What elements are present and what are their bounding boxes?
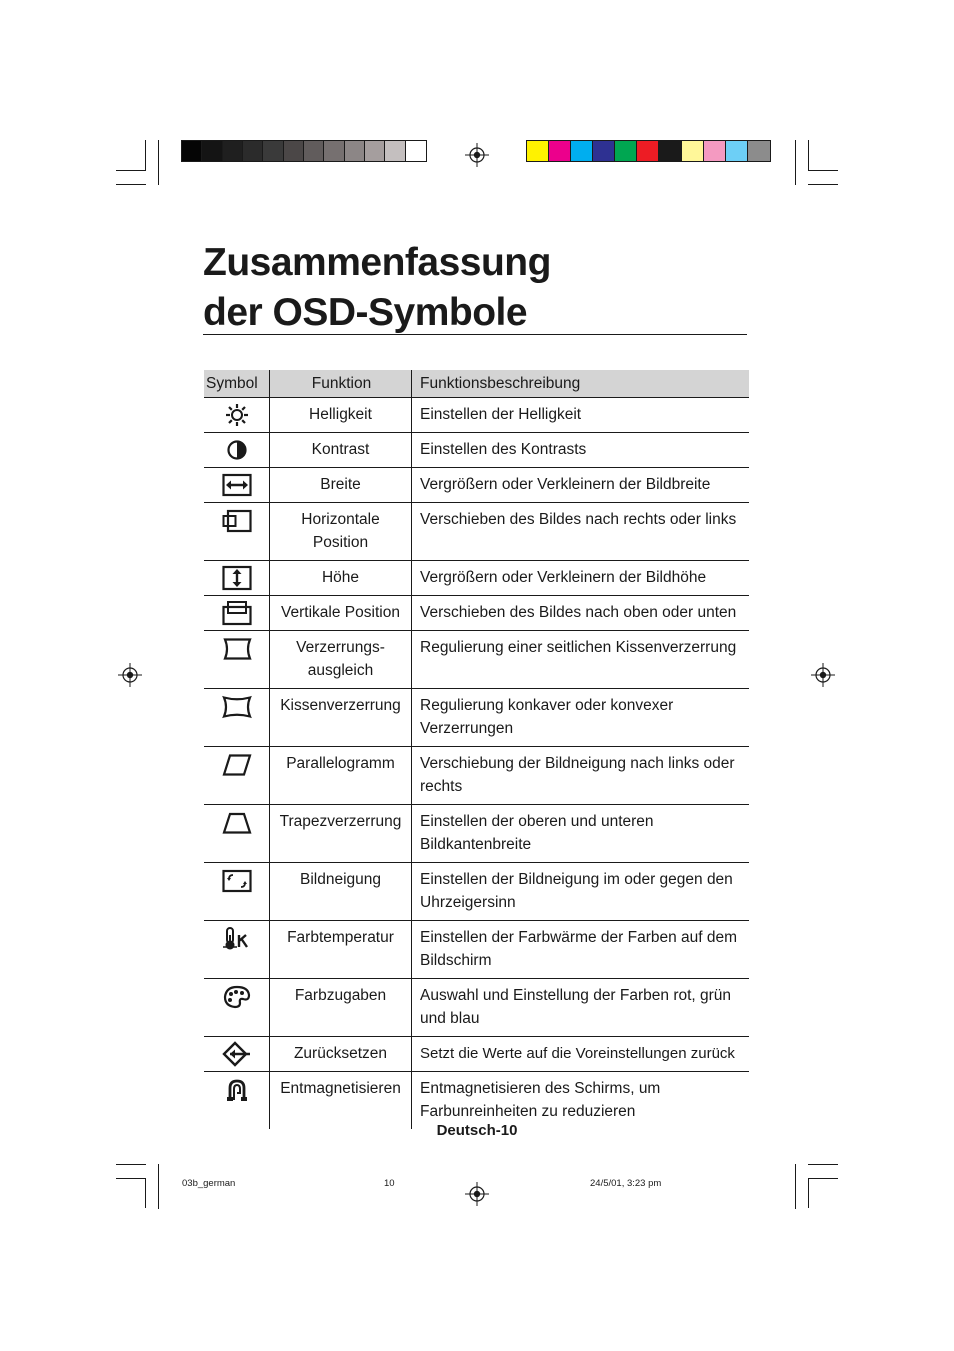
function-cell: Bildneigung: [270, 863, 412, 921]
color-swatch: [549, 141, 571, 161]
color-swatch: [659, 141, 681, 161]
description-cell: Verschieben des Bildes nach rechts oder links: [412, 503, 750, 561]
symbol-cell: [204, 596, 270, 631]
color-swatch: [593, 141, 615, 161]
color-swatch: [637, 141, 659, 161]
description-cell: Einstellen der Helligkeit: [412, 398, 750, 433]
crop-mark: [158, 140, 159, 185]
function-cell: Höhe: [270, 561, 412, 596]
table-row: [204, 689, 749, 747]
symbol-cell: [204, 1072, 270, 1130]
column-header-symbol: Symbol: [204, 370, 270, 398]
table-row: [204, 398, 749, 433]
crop-mark: [145, 140, 146, 170]
description-cell: Verschiebung der Bildneigung nach links oder rechts: [412, 747, 750, 805]
color-swatch: [202, 141, 222, 161]
crop-mark: [795, 1164, 796, 1209]
crop-mark: [116, 1164, 146, 1165]
description-cell: Vergrößern oder Verkleinern der Bildbreite: [412, 468, 750, 503]
function-cell: Zurücksetzen: [270, 1037, 412, 1072]
symbol-cell: [204, 747, 270, 805]
table-row: [204, 631, 749, 689]
function-cell: Helligkeit: [270, 398, 412, 433]
horizontal-position-icon: [222, 509, 252, 533]
symbol-cell: [204, 631, 270, 689]
symbol-cell: [204, 468, 270, 503]
crop-mark: [116, 184, 146, 185]
table-row: [204, 468, 749, 503]
color-swatch: [284, 141, 304, 161]
description-cell: Einstellen der Bildneigung im oder gegen den Uhrzeigersinn: [412, 863, 750, 921]
registration-mark-icon: [465, 143, 489, 167]
table-row: [204, 1072, 749, 1130]
table-row: [204, 503, 749, 561]
column-header-function: Funktion: [270, 370, 412, 398]
crop-mark: [808, 1178, 809, 1208]
contrast-icon: [226, 439, 248, 461]
symbol-cell: [204, 805, 270, 863]
side-pincushion-icon: [222, 637, 252, 661]
function-cell: Kontrast: [270, 433, 412, 468]
crop-mark: [808, 1178, 838, 1179]
color-swatch: [385, 141, 405, 161]
color-swatch: [527, 141, 549, 161]
function-cell: Vertikale Position: [270, 596, 412, 631]
color-swatch: [324, 141, 344, 161]
color-swatch: [748, 141, 770, 161]
description-cell: Einstellen der oberen und unteren Bildkantenbreite: [412, 805, 750, 863]
table-row: [204, 561, 749, 596]
symbol-cell: [204, 979, 270, 1037]
degauss-icon: [225, 1078, 249, 1102]
registration-mark-icon: [118, 663, 142, 687]
function-cell: Farbtemperatur: [270, 921, 412, 979]
table-row: [204, 433, 749, 468]
color-calibration-bar: [526, 140, 771, 162]
symbol-cell: [204, 863, 270, 921]
color-swatch: [243, 141, 263, 161]
table-row: [204, 1037, 749, 1072]
description-cell: Setzt die Werte auf die Voreinstellungen zurück: [412, 1037, 750, 1072]
crop-mark: [116, 1178, 146, 1179]
table-row: [204, 921, 749, 979]
column-header-description: Funktionsbeschreibung: [412, 370, 750, 398]
function-cell: Verzerrungs-ausgleich: [270, 631, 412, 689]
color-swatch: [571, 141, 593, 161]
description-cell: Vergrößern oder Verkleinern der Bildhöhe: [412, 561, 750, 596]
description-cell: Einstellen des Kontrasts: [412, 433, 750, 468]
page-title-line: Zusammenfassung: [203, 241, 551, 284]
parallelogram-icon: [222, 753, 252, 777]
color-temperature-icon: [222, 927, 252, 951]
table-row: [204, 747, 749, 805]
crop-mark: [116, 170, 146, 171]
function-cell: Breite: [270, 468, 412, 503]
color-swatch: [406, 141, 426, 161]
function-cell: Parallelogramm: [270, 747, 412, 805]
color-swatch: [345, 141, 365, 161]
crop-mark: [808, 170, 838, 171]
crop-mark: [808, 140, 809, 170]
slug-file: 03b_german: [182, 1178, 236, 1189]
table-row: [204, 863, 749, 921]
height-icon: [222, 565, 252, 591]
crop-mark: [145, 1178, 146, 1208]
color-swatch: [223, 141, 243, 161]
color-palette-icon: [223, 985, 251, 1009]
table-row: [204, 979, 749, 1037]
symbol-cell: [204, 921, 270, 979]
color-swatch: [682, 141, 704, 161]
description-cell: Verschieben des Bildes nach oben oder unten: [412, 596, 750, 631]
crop-mark: [808, 1164, 838, 1165]
function-cell: Farbzugaben: [270, 979, 412, 1037]
symbol-cell: [204, 689, 270, 747]
symbol-cell: [204, 503, 270, 561]
table-row: [204, 596, 749, 631]
gray-calibration-bar: [181, 140, 427, 162]
color-swatch: [304, 141, 324, 161]
brightness-icon: [225, 403, 249, 427]
page-number-label: Deutsch-10: [436, 1122, 518, 1139]
crop-mark: [795, 140, 796, 185]
function-cell: Horizontale Position: [270, 503, 412, 561]
registration-mark-icon: [465, 1182, 489, 1206]
description-cell: Entmagnetisieren des Schirms, um Farbunreinheiten zu reduzieren: [412, 1072, 750, 1130]
color-swatch: [263, 141, 283, 161]
width-icon: [222, 473, 252, 497]
symbol-cell: [204, 433, 270, 468]
rotation-icon: [222, 869, 252, 893]
osd-symbols-table: [204, 370, 749, 1129]
function-cell: Kissenverzerrung: [270, 689, 412, 747]
color-swatch: [704, 141, 726, 161]
function-cell: Entmagnetisieren: [270, 1072, 412, 1130]
symbol-cell: [204, 1037, 270, 1072]
description-cell: Regulierung konkaver oder konvexer Verzerrungen: [412, 689, 750, 747]
color-swatch: [726, 141, 748, 161]
slug-date: 24/5/01, 3:23 pm: [590, 1178, 662, 1189]
slug-page: 10: [384, 1178, 395, 1189]
color-swatch: [182, 141, 202, 161]
color-swatch: [365, 141, 385, 161]
page-title-line: der OSD-Symbole: [203, 291, 528, 334]
function-cell: Trapezverzerrung: [270, 805, 412, 863]
reset-icon: [222, 1041, 252, 1067]
vertical-position-icon: [222, 600, 252, 626]
pincushion-icon: [222, 695, 252, 719]
description-cell: Regulierung einer seitlichen Kissenverzerrung: [412, 631, 750, 689]
crop-mark: [808, 184, 838, 185]
crop-mark: [158, 1164, 159, 1209]
page-title: [203, 238, 763, 338]
symbol-cell: [204, 561, 270, 596]
table-row: [204, 805, 749, 863]
title-divider: [203, 334, 747, 335]
color-swatch: [615, 141, 637, 161]
table-header-row: [204, 370, 749, 398]
symbol-cell: [204, 398, 270, 433]
description-cell: Einstellen der Farbwärme der Farben auf dem Bildschirm: [412, 921, 750, 979]
registration-mark-icon: [811, 663, 835, 687]
trapezoid-icon: [222, 811, 252, 835]
description-cell: Auswahl und Einstellung der Farben rot, grün und blau: [412, 979, 750, 1037]
